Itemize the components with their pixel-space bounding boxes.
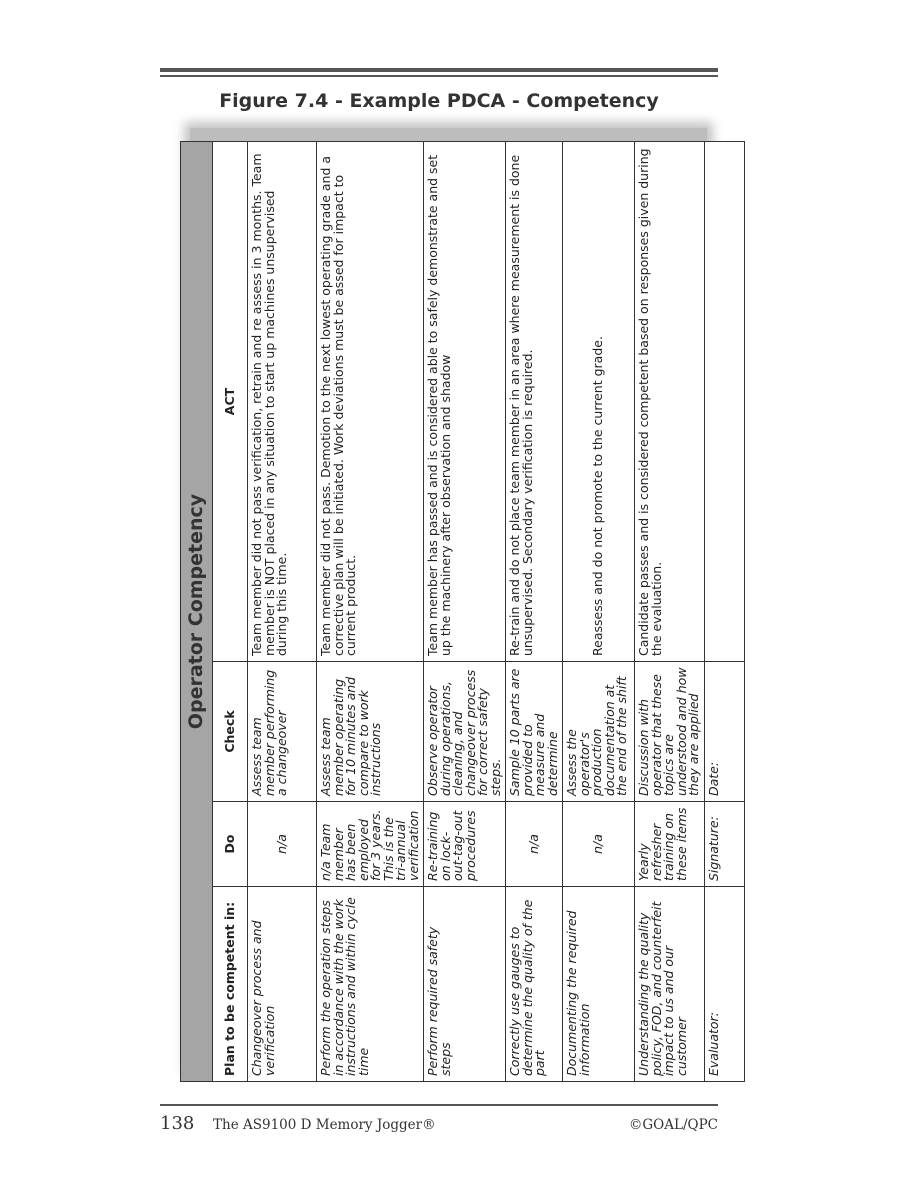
header-plan: Plan to be competent in: — [213, 887, 248, 1082]
plan-cell: Perform the operation steps in accordance with the work instructions and within cycle time — [317, 887, 424, 1082]
empty-cell — [705, 141, 745, 661]
act-cell: Reassess and do not promote to the current grade. — [563, 141, 635, 661]
do-cell: n/a — [506, 802, 563, 887]
check-cell: Discussion with operator that these topics are understood and how they are applied — [635, 662, 705, 802]
plan-cell: Perform required safety steps — [424, 887, 506, 1082]
header-do: Do — [213, 802, 248, 887]
table-row — [635, 141, 705, 1081]
do-cell: n/a — [248, 802, 317, 887]
plan-cell: Understanding the quality policy, FOD, and counterfeit impact to us and our customer — [635, 887, 705, 1082]
check-cell: Observe operator during operations, cleaning, and changeover process for correct safety steps. — [424, 662, 506, 802]
footer-rule — [160, 1104, 718, 1106]
table-row — [506, 141, 563, 1081]
do-cell: Re-training on lock-out-tag-out procedures — [424, 802, 506, 887]
do-cell: Yearly refresher training on these items — [635, 802, 705, 887]
table-row — [317, 141, 424, 1081]
act-cell: Team member did not pass. Demotion to the next lowest operating grade and a corrective plan will be initiated. Work deviations must be assed for impact to current product. — [317, 141, 424, 661]
evaluator-cell: Evaluator: — [705, 887, 745, 1082]
copyright: ©GOAL/QPC — [628, 1117, 718, 1133]
book-title: The AS9100 D Memory Jogger® — [213, 1117, 436, 1133]
act-cell: Candidate passes and is considered competent based on responses given during the evaluation. — [635, 141, 705, 661]
rotated-table-container — [180, 142, 721, 1082]
figure-title: Figure 7.4 - Example PDCA - Competency — [219, 90, 659, 112]
table-row — [248, 141, 317, 1081]
plan-cell: Changeover process and verification — [248, 887, 317, 1082]
do-cell: n/a — [563, 802, 635, 887]
check-cell: Sample 10 parts are provided to measure and determine — [506, 662, 563, 802]
table-row — [424, 141, 506, 1081]
plan-cell: Documenting the required information — [563, 887, 635, 1082]
signoff-row — [705, 141, 745, 1081]
top-rule-thick — [160, 68, 718, 72]
competency-table — [180, 141, 745, 1082]
top-rule-thin — [160, 75, 718, 77]
header-act: ACT — [213, 141, 248, 661]
header-check: Check — [213, 662, 248, 802]
do-cell: n/a Team member has been employed for 3 years. This is the tri-annual verification — [317, 802, 424, 887]
plan-cell: Correctly use gauges to determine the quality of the part — [506, 887, 563, 1082]
check-cell: Assess team member performing a changeover — [248, 662, 317, 802]
act-cell: Team member has passed and is considered able to safely demonstrate and set up the machinery after observation and shadow — [424, 141, 506, 661]
signature-cell: Signature: — [705, 802, 745, 887]
date-cell: Date: — [705, 662, 745, 802]
table-banner: Operator Competency — [181, 141, 213, 1081]
page-number: 138 — [160, 1113, 195, 1134]
act-cell: Team member did not pass verification, retrain and re assess in 3 months. Team member is NOT placed in any situation to start up machines unsupervised during this time. — [248, 141, 317, 661]
check-cell: Assess the operator's production documentation at the end of the shift — [563, 662, 635, 802]
check-cell: Assess team member operating for 10 minutes and compare to work instructions — [317, 662, 424, 802]
table-row — [563, 141, 635, 1081]
act-cell: Re-train and do not place team member in an area where measurement is done unsupervised. Secondary verification is required. — [506, 141, 563, 661]
